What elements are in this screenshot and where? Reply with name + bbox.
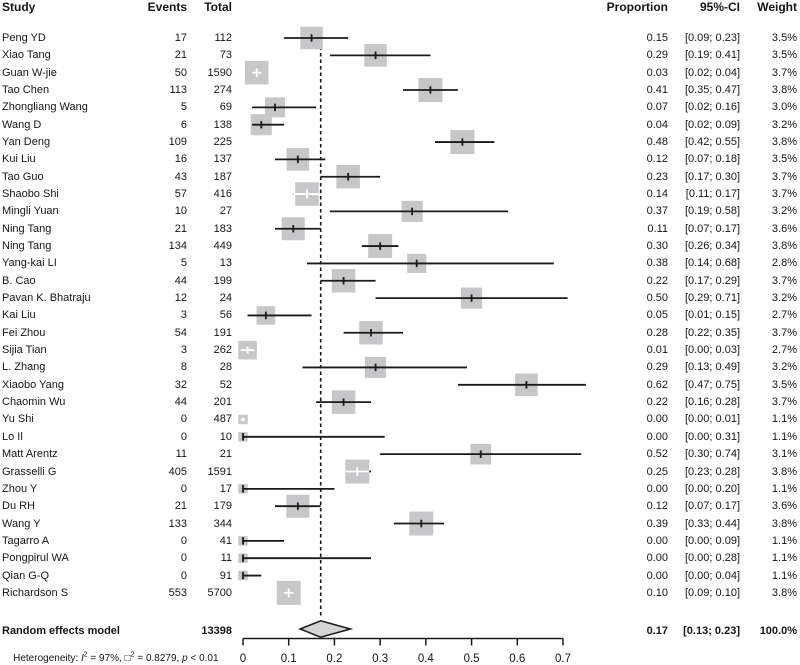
proportion-value: 0.00: [646, 535, 668, 547]
estimate-tick: [375, 364, 377, 372]
ci-value: [0.19; 0.41]: [684, 49, 740, 61]
events-value: 0: [180, 413, 187, 425]
proportion-value: 0.12: [646, 153, 668, 165]
total-value: 187: [213, 171, 232, 183]
events-value: 44: [174, 275, 187, 287]
ci-value: [0.30; 0.74]: [684, 448, 740, 460]
ci-value: [0.17; 0.29]: [684, 275, 740, 287]
summary-total: 13398: [201, 625, 232, 637]
proportion-value: 0.28: [646, 327, 668, 339]
total-value: 11: [220, 552, 232, 564]
ci-value: [0.01; 0.15]: [684, 309, 740, 321]
ci-value: [0.02; 0.09]: [684, 119, 740, 131]
proportion-value: 0.50: [646, 292, 668, 304]
weight-value: 3.2%: [771, 361, 797, 373]
weight-value: 3.7%: [771, 327, 797, 339]
x-axis-tick-label: 0.3: [372, 653, 389, 665]
pooled-diamond: [300, 621, 350, 637]
header-total: Total: [204, 0, 232, 14]
weight-value: 3.7%: [771, 171, 797, 183]
proportion-value: 0.30: [646, 240, 668, 252]
study-name: Wang Y: [2, 518, 41, 530]
weight-value: 3.5%: [771, 153, 797, 165]
header-weight: Weight: [757, 0, 797, 14]
estimate-tick: [265, 312, 267, 320]
ci-value: [0.13; 0.49]: [684, 361, 740, 373]
ci-value: [0.22; 0.35]: [684, 327, 740, 339]
proportion-value: 0.00: [646, 413, 668, 425]
events-value: 6: [180, 119, 187, 131]
total-value: 262: [213, 344, 232, 356]
estimate-tick: [247, 347, 249, 354]
proportion-value: 0.01: [646, 344, 668, 356]
study-name: Tao Guo: [2, 171, 44, 183]
proportion-value: 0.52: [646, 448, 668, 460]
study-name: Sijia Tian: [2, 344, 47, 356]
proportion-value: 0.48: [646, 136, 668, 148]
events-value: 16: [174, 153, 187, 165]
study-name: Wang D: [2, 119, 42, 131]
weight-value: 3.1%: [771, 448, 797, 460]
header-proportion: Proportion: [606, 0, 668, 14]
total-value: 41: [219, 535, 232, 547]
study-name: Ning Tang: [2, 240, 52, 252]
total-value: 21: [219, 448, 232, 460]
estimate-tick: [297, 156, 299, 164]
ci-value: [0.00; 0.03]: [684, 344, 740, 356]
study-name: Qian G-Q: [2, 570, 50, 582]
total-value: 28: [219, 361, 232, 373]
estimate-tick: [526, 381, 528, 389]
estimate-tick: [343, 398, 345, 406]
events-value: 3: [180, 309, 187, 321]
study-name: Tao Chen: [2, 84, 50, 96]
summary-label: Random effects model: [2, 625, 120, 637]
proportion-value: 0.39: [646, 518, 668, 530]
ci-value: [0.14; 0.68]: [684, 257, 740, 269]
weight-value: 3.8%: [771, 136, 797, 148]
estimate-tick: [256, 68, 258, 77]
weight-value: 1.1%: [771, 570, 797, 582]
events-value: 405: [168, 466, 187, 478]
total-value: 24: [219, 292, 232, 304]
ci-value: [0.00; 0.09]: [684, 535, 740, 547]
ci-value: [0.23; 0.28]: [684, 466, 740, 478]
events-value: 12: [174, 292, 187, 304]
x-axis-tick-label: 0.1: [280, 653, 297, 665]
proportion-value: 0.14: [646, 188, 668, 200]
proportion-value: 0.05: [646, 309, 668, 321]
total-value: 487: [213, 413, 232, 425]
ci-value: [0.00; 0.01]: [684, 413, 740, 425]
proportion-value: 0.23: [646, 171, 668, 183]
proportion-value: 0.29: [646, 361, 668, 373]
events-value: 17: [174, 32, 187, 44]
study-name: Du RH: [2, 500, 36, 512]
events-value: 113: [169, 84, 187, 96]
proportion-value: 0.62: [646, 379, 668, 391]
weight-value: 1.1%: [771, 552, 797, 564]
study-name: Pongpirul WA: [2, 552, 69, 564]
ci-value: [0.17; 0.30]: [684, 171, 740, 183]
ci-value: [0.19; 0.58]: [684, 205, 740, 217]
proportion-value: 0.12: [646, 500, 668, 512]
proportion-value: 0.04: [646, 119, 668, 131]
total-value: 137: [213, 153, 232, 165]
total-value: 344: [213, 518, 232, 530]
events-value: 0: [180, 570, 187, 582]
estimate-tick: [242, 433, 244, 441]
ci-value: [0.02; 0.16]: [684, 101, 740, 113]
het-p-symbol: p: [182, 653, 188, 664]
estimate-tick: [375, 52, 377, 60]
weight-value: 1.1%: [771, 431, 797, 443]
proportion-value: 0.00: [646, 570, 668, 582]
estimate-tick: [292, 225, 294, 233]
estimate-tick: [306, 190, 308, 199]
proportion-value: 0.22: [646, 275, 668, 287]
estimate-tick: [260, 121, 262, 129]
proportion-value: 0.29: [646, 49, 668, 61]
proportion-value: 0.41: [646, 84, 668, 96]
weight-value: 3.8%: [771, 518, 797, 530]
study-name: Xiaobo Yang: [2, 379, 64, 391]
total-value: 112: [214, 32, 232, 44]
proportion-value: 0.00: [646, 483, 668, 495]
study-name: Yang-kai LI: [2, 257, 57, 269]
estimate-tick: [347, 173, 349, 181]
estimate-tick: [274, 104, 276, 112]
estimate-tick: [379, 242, 381, 250]
weight-value: 3.2%: [771, 119, 797, 131]
study-name: Lo Il: [2, 431, 23, 443]
proportion-value: 0.07: [646, 101, 668, 113]
summary-proportion: 0.17: [646, 625, 668, 637]
events-value: 32: [174, 379, 187, 391]
events-value: 43: [174, 171, 187, 183]
estimate-tick: [297, 502, 299, 510]
weight-value: 3.5%: [771, 32, 797, 44]
events-value: 54: [174, 327, 187, 339]
total-value: 17: [219, 483, 232, 495]
study-name: Guan W-jie: [2, 67, 57, 79]
x-axis-tick-label: 0.5: [463, 653, 480, 665]
study-name: Chaomin Wu: [2, 396, 66, 408]
proportion-value: 0.15: [646, 32, 668, 44]
ci-value: [0.07; 0.17]: [684, 223, 740, 235]
total-value: 91: [219, 570, 232, 582]
study-name: Ning Tang: [2, 223, 52, 235]
events-value: 10: [174, 205, 187, 217]
ci-value: [0.00; 0.04]: [684, 570, 740, 582]
weight-value: 3.7%: [771, 67, 797, 79]
total-value: 1591: [207, 466, 232, 478]
study-name: Mingli Yuan: [2, 205, 59, 217]
study-name: Shaobo Shi: [2, 188, 59, 200]
het-prefix: Heterogeneity:: [13, 653, 81, 664]
ci-value: [0.09; 0.23]: [684, 32, 740, 44]
proportion-value: 0.37: [646, 205, 668, 217]
events-value: 8: [180, 361, 187, 373]
weight-value: 3.8%: [771, 84, 797, 96]
het-i-sup: 2: [83, 651, 88, 659]
proportion-value: 0.38: [646, 257, 668, 269]
x-axis-tick-label: 0.6: [509, 653, 526, 665]
ci-value: [0.29; 0.71]: [684, 292, 740, 304]
total-value: 52: [219, 379, 232, 391]
total-value: 1590: [207, 67, 232, 79]
events-value: 3: [180, 344, 187, 356]
weight-value: 2.8%: [771, 257, 797, 269]
weight-value: 3.8%: [771, 587, 797, 599]
study-name: Fei Zhou: [2, 327, 46, 339]
estimate-tick: [480, 450, 482, 458]
estimate-tick: [462, 138, 464, 146]
total-value: 10: [219, 431, 232, 443]
estimate-tick: [471, 294, 473, 302]
weight-value: 3.5%: [771, 49, 797, 61]
x-axis-tick-label: 0.2: [326, 653, 343, 665]
weight-value: 3.7%: [771, 275, 797, 287]
weight-value: 3.2%: [771, 205, 797, 217]
total-value: 199: [213, 275, 232, 287]
ci-value: [0.16; 0.28]: [684, 396, 740, 408]
ci-value: [0.11; 0.17]: [685, 188, 740, 200]
weight-value: 2.7%: [771, 309, 797, 321]
weight-value: 3.8%: [771, 466, 797, 478]
ci-value: [0.00; 0.20]: [684, 483, 740, 495]
study-name: L. Zhang: [2, 361, 46, 373]
estimate-tick: [411, 208, 413, 216]
proportion-value: 0.10: [646, 587, 668, 599]
ci-value: [0.00; 0.28]: [684, 552, 740, 564]
total-value: 449: [213, 240, 232, 252]
estimate-tick: [242, 485, 244, 493]
weight-value: 3.6%: [771, 500, 797, 512]
ci-value: [0.42; 0.55]: [684, 136, 740, 148]
total-value: 5700: [207, 587, 232, 599]
weight-value: 3.0%: [771, 101, 797, 113]
study-name: Yu Shi: [2, 413, 34, 425]
estimate-tick: [343, 277, 345, 285]
proportion-value: 0.25: [646, 466, 668, 478]
ci-value: [0.07; 0.18]: [684, 153, 740, 165]
proportion-value: 0.00: [646, 552, 668, 564]
estimate-tick: [311, 34, 313, 42]
events-value: 21: [174, 500, 187, 512]
weight-value: 1.1%: [771, 535, 797, 547]
study-name: Tagarro A: [2, 535, 50, 547]
ci-value: [0.02; 0.04]: [684, 67, 740, 79]
study-name: Xiao Tang: [2, 49, 51, 61]
events-value: 5: [180, 257, 187, 269]
proportion-value: 0.22: [646, 396, 668, 408]
ci-value: [0.47; 0.75]: [684, 379, 740, 391]
estimate-tick: [420, 520, 422, 528]
het-tau-sup: 2: [130, 651, 135, 659]
study-name: Richardson S: [2, 587, 69, 599]
events-value: 50: [174, 67, 187, 79]
total-value: 73: [219, 49, 232, 61]
x-axis-tick-label: 0: [239, 653, 247, 665]
ci-value: [0.00; 0.31]: [684, 431, 740, 443]
study-name: Zhou Y: [2, 483, 38, 495]
het-i-symbol: I: [80, 653, 84, 664]
events-value: 134: [168, 240, 187, 252]
proportion-value: 0.03: [646, 67, 668, 79]
proportion-value: 0.11: [647, 223, 668, 235]
estimate-tick: [356, 467, 358, 476]
header-study: Study: [2, 0, 36, 14]
header-ci: 95%-CI: [699, 0, 740, 14]
study-name: Grasselli G: [2, 466, 57, 478]
estimate-tick: [288, 588, 290, 597]
events-value: 44: [174, 396, 187, 408]
study-name: B. Cao: [2, 275, 36, 287]
ci-value: [0.07; 0.17]: [684, 500, 740, 512]
het-tau-symbol: □: [124, 653, 131, 664]
ci-value: [0.33; 0.44]: [684, 518, 740, 530]
events-value: 553: [168, 587, 187, 599]
header-events: Events: [147, 0, 187, 14]
estimate-tick: [416, 260, 418, 268]
weight-value: 3.7%: [771, 188, 797, 200]
total-value: 27: [219, 205, 232, 217]
weight-value: 1.1%: [771, 413, 797, 425]
weight-value: 3.2%: [771, 292, 797, 304]
weight-value: 3.7%: [771, 396, 797, 408]
study-name: Zhongliang Wang: [2, 101, 88, 113]
study-name: Peng YD: [2, 32, 46, 44]
study-name: Kui Liu: [2, 153, 36, 165]
events-value: 0: [180, 483, 187, 495]
total-value: 183: [213, 223, 232, 235]
events-value: 21: [174, 49, 187, 61]
events-value: 21: [174, 223, 187, 235]
events-value: 109: [168, 136, 187, 148]
events-value: 133: [168, 518, 187, 530]
heterogeneity-note: [2, 639, 219, 664]
study-name: Kai Liu: [2, 309, 36, 321]
x-axis-tick-label: 0.7: [554, 653, 571, 665]
events-value: 11: [175, 448, 187, 460]
ci-value: [0.26; 0.34]: [684, 240, 740, 252]
study-name: Matt Arentz: [2, 448, 58, 460]
het-p-rest: < 0.01: [187, 653, 219, 664]
total-value: 416: [213, 188, 232, 200]
x-axis-tick-label: 0.4: [417, 653, 434, 665]
estimate-tick: [242, 572, 244, 580]
total-value: 179: [213, 500, 232, 512]
weight-value: 3.8%: [771, 240, 797, 252]
estimate-tick: [370, 329, 372, 337]
total-value: 274: [213, 84, 232, 96]
total-value: 201: [213, 396, 232, 408]
het-tau-rest: = 0.8279,: [134, 653, 183, 664]
estimate-tick: [242, 417, 244, 421]
weight-value: 3.5%: [771, 379, 797, 391]
summary-ci: [0.13; 0.23]: [683, 625, 740, 637]
weight-value: 1.1%: [771, 483, 797, 495]
weight-value: 2.7%: [771, 344, 797, 356]
proportion-value: 0.00: [646, 431, 668, 443]
events-value: 0: [180, 431, 187, 443]
estimate-tick: [242, 554, 244, 562]
study-name: Yan Deng: [2, 136, 51, 148]
het-i-rest: = 97%,: [87, 653, 125, 664]
total-value: 69: [219, 101, 232, 113]
events-value: 0: [180, 535, 187, 547]
ci-value: [0.35; 0.47]: [684, 84, 740, 96]
events-value: 0: [180, 552, 187, 564]
total-value: 191: [213, 327, 232, 339]
total-value: 13: [219, 257, 232, 269]
weight-value: 3.6%: [771, 223, 797, 235]
events-value: 5: [180, 101, 187, 113]
events-value: 57: [174, 188, 187, 200]
total-value: 138: [213, 119, 232, 131]
estimate-tick: [242, 537, 244, 545]
ci-value: [0.09; 0.10]: [684, 587, 740, 599]
estimate-tick: [430, 86, 432, 94]
total-value: 56: [219, 309, 232, 321]
summary-weight: 100.0%: [759, 625, 797, 637]
total-value: 225: [213, 136, 232, 148]
study-name: Pavan K. Bhatraju: [2, 292, 91, 304]
